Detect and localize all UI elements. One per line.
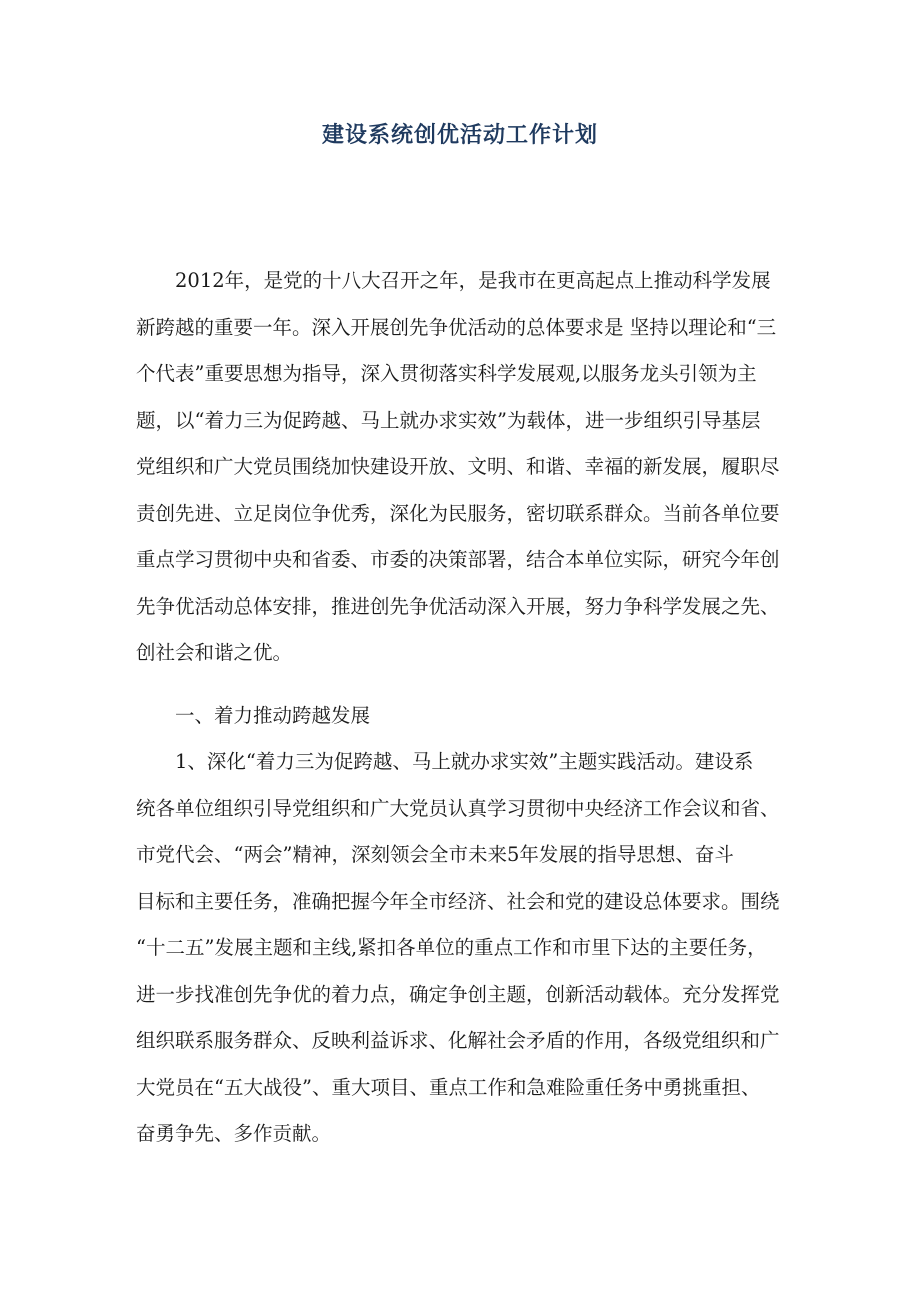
section-heading-text: 一、着力推动跨越发展 — [175, 704, 371, 727]
paragraph-line: 统各单位组织引导党组织和广大党员认真学习贯彻中央经济工作会议和省、 — [136, 796, 780, 820]
paragraph-line: “十二五”发展主题和主线,紧扣各单位的重点工作和市里下达的主要任务， — [136, 936, 767, 959]
paragraph-line: 党组织和广大党员围绕加快建设开放、文明、和谐、幸福的新发展，履职尽 — [136, 455, 780, 478]
paragraph-line: 责创先进、立足岗位争优秀，深化为民服务，密切联系群众。当前各单位要 — [136, 501, 780, 525]
paragraph-line: 目标和主要任务，准确把握今年全市经济、社会和党的建设总体要求。围绕 — [136, 889, 780, 913]
paragraph-line: 先争优活动总体安排，推进创先争优活动深入开展，努力争科学发展之先、 — [136, 594, 780, 618]
paragraph-line: 个代表”重要思想为指导，深入贯彻落实科学发展观,以服务龙头引领为主 — [136, 362, 757, 385]
paragraph-line: 1、深化“着力三为促跨越、马上就办求实效”主题实践活动。建设系 — [175, 750, 754, 773]
paragraph-line: 奋勇争先、多作贡献。 — [136, 1122, 332, 1145]
paragraph-line: 题，以“着力三为促跨越、马上就办求实效”为载体，进一步组织引导基层 — [136, 408, 761, 432]
paragraph-line: 组织联系服务群众、反映利益诉求、化解社会矛盾的作用，各级党组织和广 — [136, 1029, 780, 1052]
paragraph-line: 市党代会、“两会”精神，深刻领会全市未来5年发展的指导思想、奋斗 — [136, 843, 734, 866]
section-paragraph — [136, 739, 796, 1158]
paragraph-line: 进一步找准创先争优的着力点，确定争创主题，创新活动载体。充分发挥党 — [136, 982, 780, 1006]
paragraph-line: 新跨越的重要一年。深入开展创先争优活动的总体要求是 坚持以理论和“三 — [136, 315, 777, 339]
document-title: 建设系统创优活动工作计划 — [321, 123, 598, 148]
paragraph-line: 2012年，是党的十八大召开之年，是我市在更高起点上推动科学发展 — [175, 269, 771, 292]
paragraph-line: 大党员在“五大战役”、重大项目、重点工作和急难险重任务中勇挑重担、 — [136, 1075, 761, 1099]
section-heading — [136, 693, 796, 740]
intro-paragraph — [136, 258, 796, 677]
paragraph-line: 创社会和谐之优。 — [136, 641, 293, 664]
paragraph-line: 重点学习贯彻中央和省委、市委的决策部署，结合本单位实际，研究今年创 — [136, 548, 780, 571]
